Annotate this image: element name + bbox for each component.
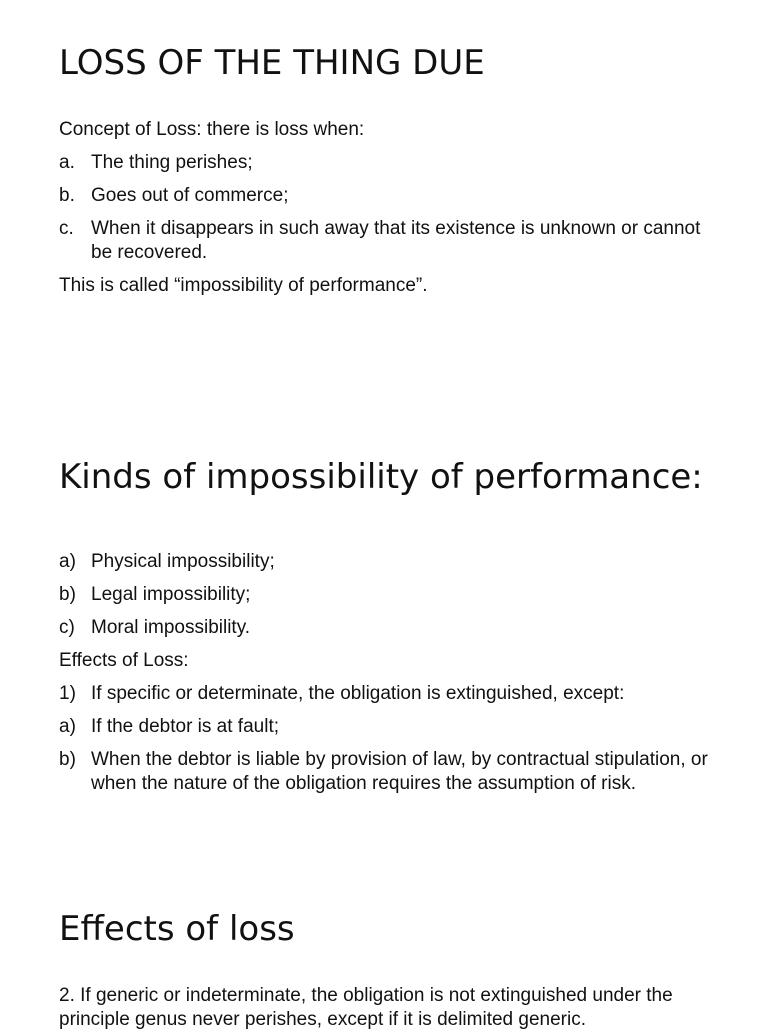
list-item <box>59 682 719 706</box>
kinds-and-effects-block <box>59 550 719 796</box>
list-item <box>59 550 719 574</box>
list-item <box>59 184 719 208</box>
concept-intro: Concept of Loss: there is loss when: <box>59 119 365 140</box>
list-marker: 1) <box>59 683 76 704</box>
list-item-text: If specific or determinate, the obligation is extinguished, except: <box>91 683 625 704</box>
list-item <box>59 217 719 265</box>
list-item <box>59 151 719 175</box>
list-item-text: Moral impossibility. <box>91 617 251 638</box>
list-marker: b. <box>59 185 75 206</box>
list-item-text: When it disappears in such away that its existence is unknown or cannot be recovered. <box>91 218 701 263</box>
list-item-text: Legal impossibility; <box>91 584 251 605</box>
list-item-text: If the debtor is at fault; <box>91 716 279 737</box>
list-marker: c) <box>59 617 75 638</box>
loss-concept-block <box>59 118 719 298</box>
list-item <box>59 715 719 739</box>
list-marker: c. <box>59 218 74 239</box>
generic-effects-paragraph: 2. If generic or indeterminate, the obligation is not extinguished under the principle genus never perishes, except if it is delimited generic. <box>59 985 673 1030</box>
list-item-text: Goes out of commerce; <box>91 185 289 206</box>
list-marker: a) <box>59 716 76 737</box>
section-title-effects-of-loss: Effects of loss <box>59 909 295 949</box>
concept-closing: This is called “impossibility of performance”. <box>59 275 428 296</box>
list-item-text: The thing perishes; <box>91 152 253 173</box>
section-title-kinds-of-impossibility: Kinds of impossibility of performance: <box>59 457 703 497</box>
section-title-loss-of-thing: LOSS OF THE THING DUE <box>59 43 485 83</box>
list-item <box>59 583 719 607</box>
list-item <box>59 616 719 640</box>
generic-effects-block <box>59 984 719 1032</box>
list-marker: b) <box>59 584 76 605</box>
list-item <box>59 748 719 796</box>
list-item-text: When the debtor is liable by provision of law, by contractual stipulation, or when the nature of the obligation requires the assumption of risk. <box>91 749 708 794</box>
list-marker: a) <box>59 551 76 572</box>
list-marker: b) <box>59 749 76 770</box>
list-marker: a. <box>59 152 75 173</box>
effects-label: Effects of Loss: <box>59 650 189 671</box>
list-item-text: Physical impossibility; <box>91 551 275 572</box>
